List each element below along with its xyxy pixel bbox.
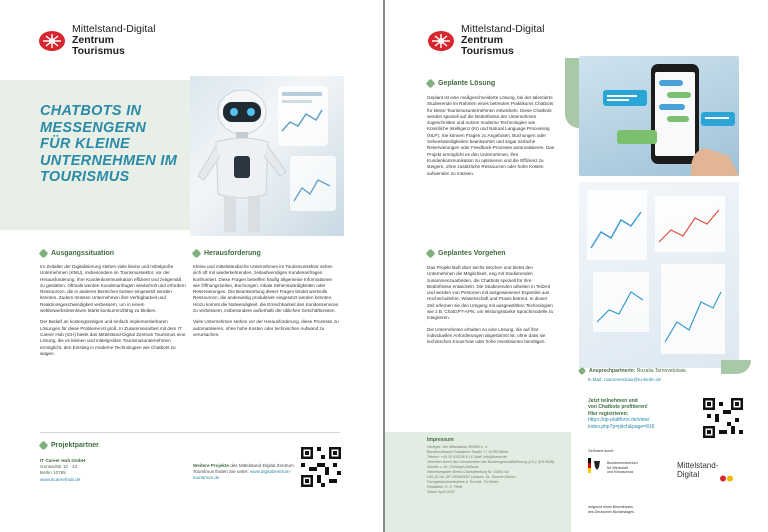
section-heading-text: Projektpartner	[51, 442, 99, 449]
impressum-line: Hinweisregister Berlin-Charlottenburg Nr. 19361 Nz	[427, 470, 509, 474]
impressum-line: Vertreten durch den Vorsitzenden der Bundesgeschäftsführung (i.S.v. §26 BGB): Sonder u. Dr. Christoph Ahlhaus	[427, 460, 556, 469]
logo-text: Digital	[677, 470, 700, 479]
impressum-line: Redaktion: K. K. Pfeld	[427, 485, 463, 489]
ministry-line: für Wirtschaft	[607, 465, 629, 470]
paragraph: Die Unternehmen erhalten so eine Lösung, die auf ihre individuellen Anforderungen abgestimmt ist, ohne dass sie technisches Know-how oder hohe Investitionen benötigen.	[427, 326, 546, 345]
logo-line2: Zentrum	[72, 34, 114, 47]
impressum-text	[427, 445, 565, 495]
bundestag-note	[588, 505, 634, 514]
logo-line3: Tourismus	[461, 45, 514, 58]
section-heading-text: Geplantes Vorgehen	[438, 250, 506, 257]
section-heading-herausforderung	[193, 250, 261, 257]
section-body-geplantes-vorgehen	[427, 265, 555, 351]
logo	[427, 24, 544, 57]
contact-person	[579, 368, 686, 374]
paragraph: Kleine und mittelständische Unternehmen im Tourismussektor sehen sich oft mit wiederkehrenden, zeitaufwendigen Kundenanfragen konfrontiert. Diese Fragen betreffen häufig allgemeine Informationen wie Öffnungszeiten, Buchungen, lokale Sehenswürdigkeiten oder Reservierungen. Die Beantwortung dieser Fragen bindet wertvolle Ressourcen, die anderweitig produktiver eingesetzt werden könnten. Hinzu kommt die Notwendigkeit, die Erreichbarkeit des Kundenservices zu verbessern, insbesondere außerhalb der üblichen Geschäftszeiten.	[193, 264, 339, 314]
section-heading-projektpartner	[40, 442, 99, 449]
more-projects-link[interactable]: www.digitalzentrum-tourismus.de	[193, 469, 292, 481]
impressum-line: Stand: April 2025	[427, 490, 455, 494]
ministry-line: Bundesministerium	[607, 461, 638, 465]
title-line: UNTERNEHMEN IM	[40, 152, 178, 169]
logo-line1: Mittelstand-Digital	[461, 23, 545, 35]
cta-line: Hier registrieren:	[588, 410, 629, 417]
robot-photo	[190, 76, 344, 236]
mittelstand-digital-logo	[677, 461, 718, 479]
section-heading-text: Ausgangssituation	[51, 250, 115, 257]
title-line: MESSENGERN	[40, 119, 147, 136]
phone-chat-illustration-icon	[579, 56, 739, 176]
qr-code-icon	[703, 398, 743, 438]
impressum-line: Fachgebiet Arbeitslehre & Technik, TU Berlin	[427, 480, 499, 484]
impressum-line: USt.-ID-Nr. DE 250683182 | Autorin: Dr. Simone Mumm	[427, 475, 516, 479]
title-line: CHATBOTS IN	[40, 103, 142, 119]
qr-code-icon	[301, 447, 341, 487]
registration-link[interactable]: https://dp-plattform.de/view/	[588, 417, 650, 424]
contact-email-link[interactable]: E-Mail: r.tarnovetckaia@tu-berlin.de	[588, 377, 662, 382]
section-heading-ausgangssituation	[40, 250, 114, 257]
paragraph: Im Zeitalter der Digitalisierung stehen viele kleine und mittelgroße Unternehmen (KMU), insbesondere im Tourismussektor, vor der Herausforderung, ihre Kundenkommunikation effizient und zeitgemäß zu gestalten. Oftmals werden Kundenanfragen wiederholt und erfordern Ressourcen, die in anderen Bereichen besser eingesetzt werden könnten. Zudem müssen Unternehmen ihre Verfügbarkeit und Reaktionsgeschwindigkeit verbessern, um in einem wettbewerbsintensiven Markt konkurrenzfähig zu bleiben.	[40, 264, 186, 314]
logo-line1: Mittelstand-Digital	[72, 23, 156, 35]
logo	[38, 24, 155, 57]
section-heading-geplantes-vorgehen	[427, 250, 506, 257]
logo-text: Mittelstand-	[677, 461, 719, 470]
cta-line: von Chatbots profitieren!	[588, 404, 648, 411]
section-heading-geplante-loesung	[427, 80, 495, 87]
paragraph: Der Bedarf an kostengünstigen und einfach implementierbaren Lösungen für diese Probleme ist groß. In Zusammenarbeit mit dem IT Career Hub (ICH) bietet das Mittelstand-Digital Zentrum Tourismus eine Lösung, die es kleinen und mittelgroßen Tourismusunternehmen ermöglicht, den Einstieg in moderne Technologien wie Chatbots zu wagen.	[40, 319, 186, 356]
section-bullet-icon	[426, 249, 436, 259]
impressum-line: Verleger: Der Mittelstand, BVMW e. V.	[427, 445, 488, 449]
partner-name: IT Career Hub GmbH	[40, 458, 86, 463]
ministry-line: und Klimaschutz	[607, 470, 634, 475]
section-bullet-icon	[39, 441, 49, 451]
paragraph: Viele Unternehmen stehen vor der Herausforderung, diese Prozesse zu automatisieren, ohne hohe Kosten oder technischen Aufwand zu verursachen.	[193, 319, 339, 337]
page-left	[0, 0, 383, 532]
section-bullet-icon	[39, 249, 49, 259]
section-heading-text: Geplante Lösung	[438, 80, 496, 87]
impressum-line: Telefon: +49 30 533206-0 | E-Mail: info@bvmw.de	[427, 455, 507, 459]
robot-illustration-icon	[190, 76, 344, 236]
section-bullet-icon	[192, 249, 202, 259]
section-heading-text: Herausforderung	[204, 250, 261, 257]
logo-dots-icon	[720, 470, 734, 479]
partner-website-link[interactable]: www.itcareerhub.de	[40, 476, 81, 482]
partner-city: Berlin 10785	[40, 470, 66, 476]
paragraph: Geplant ist eine maßgeschneiderte Lösung, bei der talentierte Studierende im Rahmen eines betreuten Praktikums Chatbots für kleine Tourismusunternehmen entwickeln. Diese Chatbots werden speziell auf die Bedürfnisse der Unternehmen zugeschnitten und nutzen moderne Technologien wie Künstliche Intelligenz (KI) und Natural Language Processing (NLP). Sie können Fragen zu Angeboten, Buchungen oder Sehenswürdigkeiten beantworten und sogar einfache Reservierungen oder Feedback-Prozesse automatisieren. Das Projekt ermöglicht es den Unternehmen, ihre Kundenkommunikation zu optimieren und die Effizienz zu steigern, ohne zusätzliche Ressourcen oder hohe Kosten aufwenden zu müssen.	[427, 95, 555, 176]
title-line: FÜR KLEINE	[40, 136, 130, 152]
title-line: TOURISMUS	[40, 169, 130, 185]
phone-photo	[579, 56, 739, 176]
more-projects-text: des Mittelstand-Digital Zentrum Tourismus finden Sie unter:	[193, 463, 294, 475]
cta-line: Jetzt teilnehmen und	[588, 398, 638, 404]
impressum-line: Bundesverband Potsdamer Straße 7 | 10785 Berlin	[427, 450, 509, 454]
dashboard-photo	[579, 182, 739, 368]
registration-cta	[588, 398, 698, 430]
section-body-herausforderung	[193, 264, 339, 343]
partner-street: Gontardstr 10 · 43	[40, 464, 78, 470]
more-projects-label: Weitere Projekte	[193, 463, 229, 468]
decor-shape	[565, 58, 579, 128]
logo-line3: Tourismus	[72, 45, 125, 58]
section-bullet-icon	[578, 367, 586, 375]
divider	[40, 432, 340, 433]
page-right	[385, 0, 768, 532]
section-bullet-icon	[426, 79, 436, 89]
bundestag-line: des Deutschen Bundestages	[588, 509, 634, 514]
dashboard-illustration-icon	[579, 182, 739, 368]
contact-label: Ansprechpartnerin:	[589, 368, 636, 374]
paragraph: Das Projekt läuft über sechs Wochen und bietet den Unternehmen die Möglichkeit, eng mit Studierenden zusammenzuarbeiten, die Chatbots speziell für ihre Bedürfnisse entwickeln. Die Studierenden arbeiten in Teilzeit und werden von Personen mit ausgewiesener Expertise aus Hochschullehre, Wissenschaft und Praxis betreut. In dieser Zeit erlernen sie den Umgang mit ausgewählten Technologien wie z.B. ChatGPT-APIs, um leistungsstarke Sprachmodelle zu integrieren.	[427, 265, 554, 321]
section-body-geplante-loesung	[427, 95, 555, 182]
ministry-name	[607, 461, 638, 475]
logo-mark-icon	[427, 30, 455, 52]
bundestag-line: aufgrund eines Beschlusses	[588, 505, 633, 509]
hero-title	[40, 103, 177, 186]
impressum-title: Impressum	[427, 437, 454, 443]
decor-shape	[721, 360, 751, 374]
contact-name: Rozalia Tarnovetckaia	[635, 368, 686, 374]
more-projects-note	[193, 463, 303, 482]
federal-eagle-icon	[588, 458, 604, 474]
logo-mark-icon	[38, 30, 66, 52]
section-body-ausgangssituation	[40, 264, 186, 362]
logo-line2: Zentrum	[461, 34, 503, 47]
funded-by-label: Gefördert durch:	[588, 449, 615, 453]
partner-address	[40, 458, 160, 483]
registration-link[interactable]: index.php?p=pitch&page=816	[588, 423, 655, 430]
